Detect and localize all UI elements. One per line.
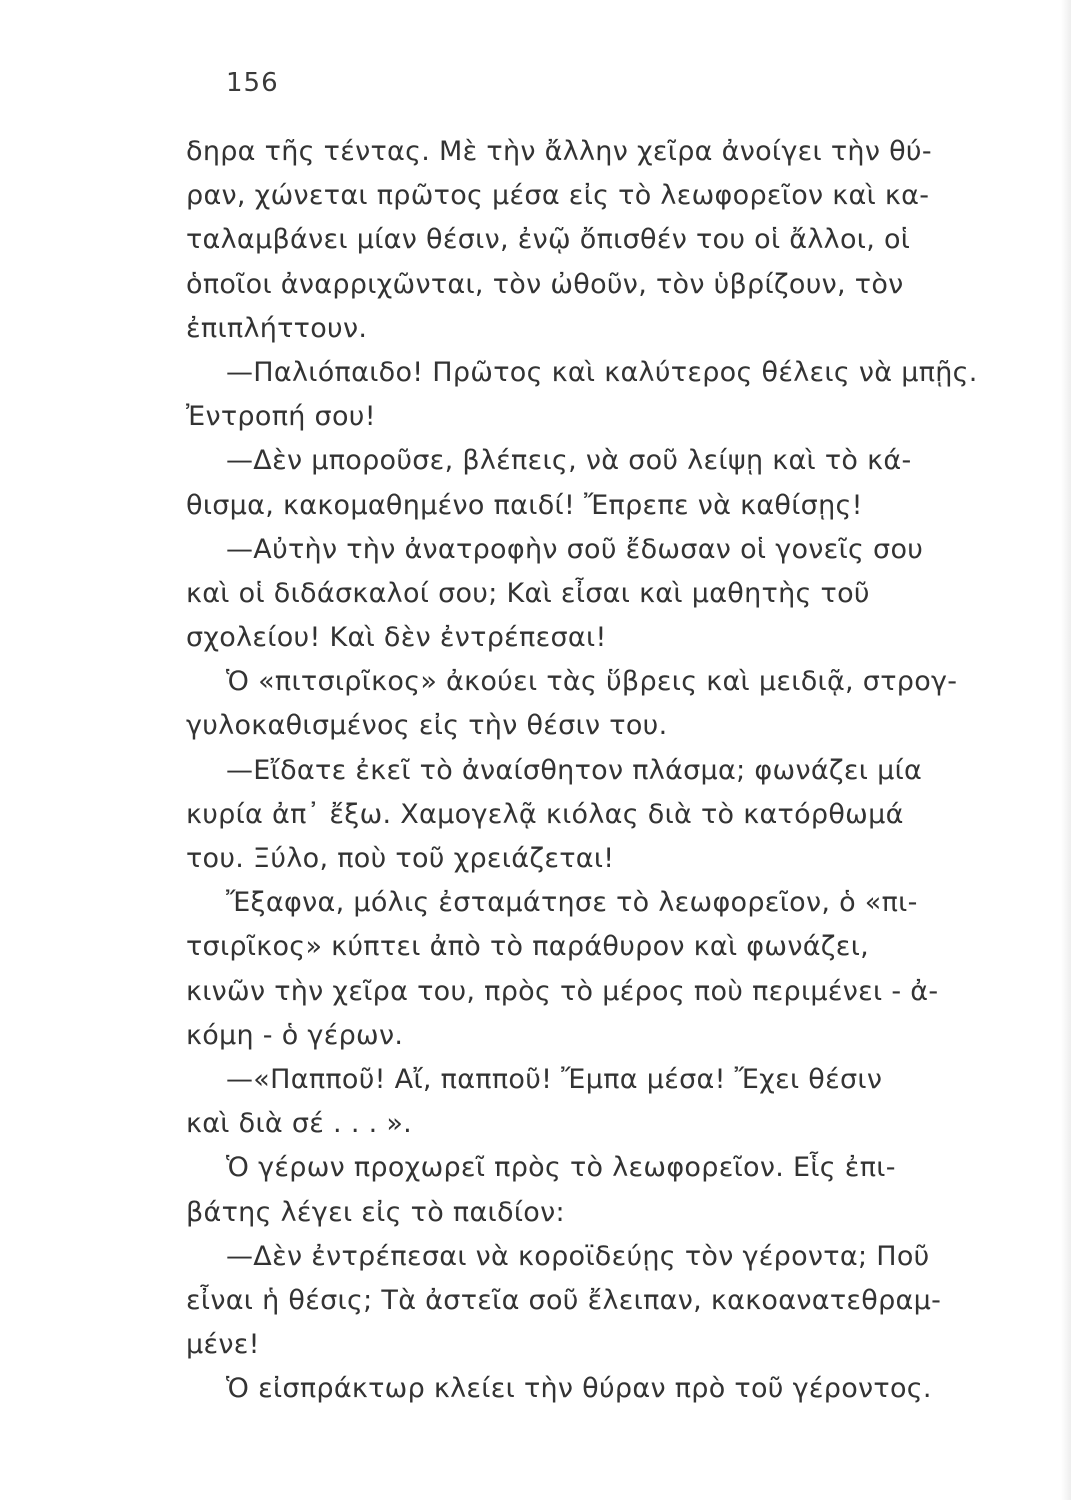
text-line: εἶναι ἡ θέσις; Τὰ ἀστεῖα σοῦ ἔλειπαν, κακοανατεθραμ- — [186, 1284, 942, 1316]
text-line: τσιρῖκος» κύπτει ἀπὸ τὸ παράθυρον καὶ φωνάζει, — [186, 931, 870, 963]
text-line: σχολείου! Καὶ δὲν ἐντρέπεσαι! — [186, 622, 607, 654]
text-line: ἐπιπλήττουν. — [186, 312, 368, 344]
text-line: καὶ διὰ σέ . . . ». — [186, 1108, 413, 1140]
text-line: καὶ οἱ διδάσκαλοί σου; Καὶ εἶσαι καὶ μαθητὴς τοῦ — [186, 577, 870, 609]
text-line: —Παλιόπαιδο! Πρῶτος καὶ καλύτερος θέλεις νὰ μπῇς. — [226, 356, 978, 388]
text-line: Ὁ «πιτσιρῖκος» ἀκούει τὰς ὕβρεις καὶ μειδιᾷ, στρογ- — [226, 666, 958, 698]
text-line: θισμα, κακομαθημένο παιδί! Ἔπρεπε νὰ καθίσῃς! — [186, 489, 863, 521]
text-line: Ἔξαφνα, μόλις ἐσταμάτησε τὸ λεωφορεῖον, ὁ «πι- — [226, 887, 918, 919]
text-line: Ὁ γέρων προχωρεῖ πρὸς τὸ λεωφορεῖον. Εἷς ἐπι- — [226, 1152, 896, 1184]
text-line: του. Ξύλο, ποὺ τοῦ χρειάζεται! — [186, 843, 615, 874]
text-line: —«Παπποῦ! Αἴ, παπποῦ! Ἔμπα μέσα! Ἔχει θέσιν — [226, 1063, 883, 1095]
text-line: —Εἴδατε ἐκεῖ τὸ ἀναίσθητον πλάσμα; φωνάζει μία — [226, 754, 923, 786]
page-edge-shadow — [1061, 0, 1071, 1500]
text-line: δηρα τῆς τέντας. Μὲ τὴν ἄλλην χεῖρα ἀνοίγει τὴν θύ- — [186, 136, 932, 167]
text-line: βάτης λέγει εἰς τὸ παιδίον: — [186, 1196, 565, 1228]
text-line: κινῶν τὴν χεῖρα του, πρὸς τὸ μέρος ποὺ περιμένει - ἀ- — [186, 975, 939, 1007]
body-text — [186, 130, 986, 1411]
text-line: ὁποῖοι ἀναρριχῶνται, τὸν ὠθοῦν, τὸν ὑβρίζουν, τὸν — [186, 268, 904, 300]
text-line: —Δὲν μποροῦσε, βλέπεις, νὰ σοῦ λείψῃ καὶ τὸ κά- — [226, 445, 912, 477]
text-line: Ὁ εἰσπράκτωρ κλείει τὴν θύραν πρὸ τοῦ γέροντος. — [226, 1373, 932, 1405]
text-line: κόμη - ὁ γέρων. — [186, 1019, 404, 1051]
text-line: —Δὲν ἐντρέπεσαι νὰ κοροϊδεύῃς τὸν γέροντα; Ποῦ — [226, 1240, 930, 1272]
text-line: ταλαμβάνει μίαν θέσιν, ἐνῷ ὄπισθέν του οἱ ἄλλοι, οἱ — [186, 224, 911, 256]
text-line: γυλοκαθισμένος εἰς τὴν θέσιν του. — [186, 710, 668, 742]
text-line: μένε! — [186, 1329, 260, 1361]
text-line: Ἐντροπή σου! — [186, 401, 376, 433]
text-line: κυρία ἀπ᾽ ἔξω. Χαμογελᾷ κιόλας διὰ τὸ κατόρθωμά — [186, 798, 904, 830]
text-line: —Αὐτὴν τὴν ἀνατροφὴν σοῦ ἔδωσαν οἱ γονεῖς σου — [226, 533, 924, 565]
text-line: ραν, χώνεται πρῶτος μέσα εἰς τὸ λεωφορεῖον καὶ κα- — [186, 180, 930, 212]
page-number: 156 — [226, 68, 279, 98]
